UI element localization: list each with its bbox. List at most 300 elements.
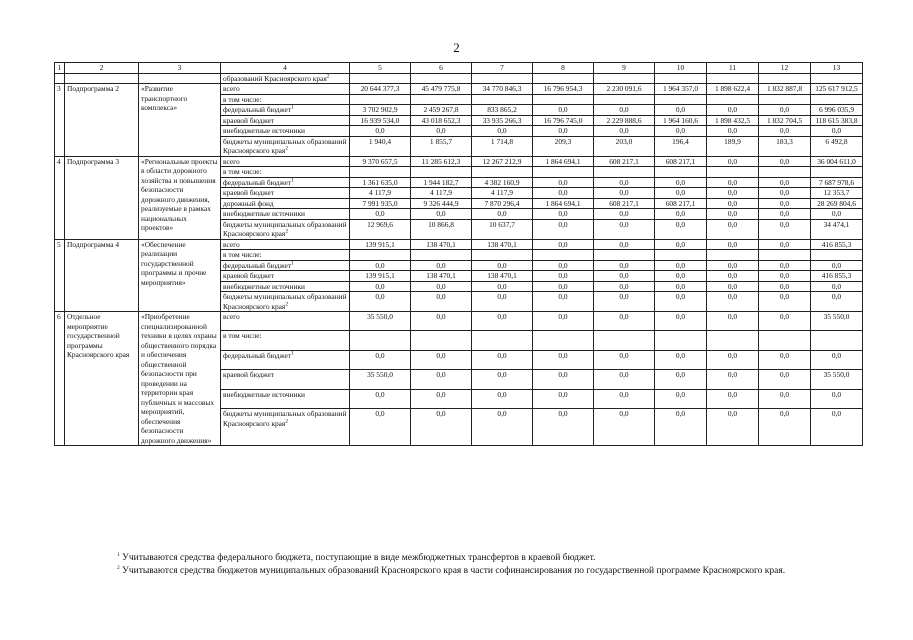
value-cell: 6 996 035,9 — [811, 105, 863, 116]
funding-source-text: в том числе: — [223, 331, 262, 341]
blank-cell — [65, 73, 139, 84]
value-cell: 0,0 — [472, 409, 533, 446]
value-cell: 0,0 — [594, 281, 655, 292]
value-cell — [594, 331, 655, 350]
funding-source-text: федеральный бюджет — [223, 260, 292, 270]
funding-source-cell — [221, 105, 350, 116]
value-cell: 833 865,2 — [472, 105, 533, 116]
funding-source-cell — [221, 84, 350, 95]
value-cell: 0,0 — [533, 239, 594, 250]
value-cell: 139 915,1 — [350, 271, 411, 282]
funding-source-cell — [221, 188, 350, 199]
header-cell: 11 — [707, 63, 759, 74]
value-cell: 0,0 — [655, 209, 707, 220]
value-cell — [472, 331, 533, 350]
value-cell — [707, 167, 759, 178]
value-cell: 416 855,3 — [811, 239, 863, 250]
value-cell: 0,0 — [533, 350, 594, 369]
budget-table — [54, 62, 863, 446]
value-cell — [472, 167, 533, 178]
funding-source-text: бюджеты муниципальных образований Красноярского края — [223, 136, 347, 155]
funding-source-cell — [221, 219, 350, 239]
value-cell: 0,0 — [594, 292, 655, 312]
value-cell: 7 687 978,6 — [811, 177, 863, 188]
value-cell: 0,0 — [472, 312, 533, 331]
value-cell — [655, 250, 707, 261]
header-cell: 1 — [55, 63, 65, 74]
table-header-row — [55, 63, 863, 74]
value-cell: 0,0 — [594, 389, 655, 408]
funding-source-cell — [221, 409, 350, 446]
funding-source-cell — [221, 177, 350, 188]
header-cell: 12 — [759, 63, 811, 74]
value-cell: 0,0 — [655, 271, 707, 282]
header-cell: 3 — [139, 63, 221, 74]
value-cell: 20 644 377,3 — [350, 84, 411, 95]
value-cell: 0,0 — [350, 292, 411, 312]
value-cell: 118 615 383,8 — [811, 115, 863, 126]
value-cell: 0,0 — [655, 389, 707, 408]
funding-source-cell — [221, 350, 350, 369]
page-number: 2 — [453, 40, 460, 55]
value-cell: 0,0 — [594, 350, 655, 369]
program-name-cell: «Развитие транспортного комплекса» — [139, 84, 221, 157]
value-cell: 608 217,1 — [655, 156, 707, 167]
value-cell: 0,0 — [594, 126, 655, 137]
value-cell — [811, 73, 863, 84]
value-cell: 0,0 — [655, 260, 707, 271]
value-cell — [411, 331, 472, 350]
value-cell: 138 470,1 — [411, 239, 472, 250]
footnotes — [80, 552, 870, 578]
value-cell — [811, 94, 863, 105]
header-cell: 13 — [811, 63, 863, 74]
value-cell: 1 361 635,0 — [350, 177, 411, 188]
footnote-ref: 2 — [285, 301, 289, 308]
value-cell: 0,0 — [533, 389, 594, 408]
value-cell: 0,0 — [594, 271, 655, 282]
funding-source-text: всего — [223, 84, 240, 93]
value-cell: 0,0 — [411, 126, 472, 137]
value-cell: 0,0 — [655, 292, 707, 312]
value-cell: 33 935 266,3 — [472, 115, 533, 126]
value-cell — [594, 250, 655, 261]
funding-source-text: краевой бюджет — [223, 188, 274, 197]
value-cell — [350, 250, 411, 261]
value-cell: 36 004 611,0 — [811, 156, 863, 167]
value-cell: 28 269 804,6 — [811, 198, 863, 209]
value-cell: 0,0 — [811, 281, 863, 292]
value-cell: 0,0 — [707, 177, 759, 188]
value-cell: 0,0 — [707, 292, 759, 312]
value-cell — [707, 331, 759, 350]
funding-source-cell — [221, 126, 350, 137]
value-cell: 0,0 — [655, 370, 707, 389]
funding-source-text: всего — [223, 239, 240, 249]
value-cell — [655, 331, 707, 350]
value-cell: 608 217,1 — [594, 198, 655, 209]
value-cell: 0,0 — [472, 370, 533, 389]
program-cell: Подпрограмма 2 — [65, 84, 139, 157]
funding-source-cell — [221, 167, 350, 178]
value-cell: 0,0 — [533, 188, 594, 199]
value-cell: 0,0 — [759, 409, 811, 446]
funding-source-text: краевой бюджет — [223, 115, 274, 125]
value-cell: 0,0 — [707, 271, 759, 282]
value-cell — [811, 331, 863, 350]
value-cell: 0,0 — [759, 370, 811, 389]
value-cell: 2 229 888,6 — [594, 115, 655, 126]
value-cell: 196,4 — [655, 136, 707, 156]
value-cell: 0,0 — [594, 370, 655, 389]
value-cell: 0,0 — [655, 350, 707, 369]
continuation-row — [55, 73, 863, 84]
value-cell: 1 714,8 — [472, 136, 533, 156]
program-cell: Подпрограмма 4 — [65, 239, 139, 312]
value-cell: 0,0 — [594, 188, 655, 199]
value-cell: 0,0 — [655, 126, 707, 137]
value-cell: 0,0 — [350, 350, 411, 369]
value-cell: 1 964 160,6 — [655, 115, 707, 126]
value-cell — [350, 94, 411, 105]
blank-cell — [139, 73, 221, 84]
value-cell: 0,0 — [533, 281, 594, 292]
blank-cell — [55, 73, 65, 84]
value-cell: 0,0 — [411, 292, 472, 312]
value-cell: 0,0 — [411, 209, 472, 220]
value-cell: 9 370 657,5 — [350, 156, 411, 167]
value-cell: 0,0 — [707, 312, 759, 331]
value-cell: 0,0 — [472, 389, 533, 408]
value-cell: 0,0 — [594, 219, 655, 239]
value-cell: 1 898 622,4 — [707, 84, 759, 95]
value-cell — [411, 73, 472, 84]
value-cell: 16 796 745,0 — [533, 115, 594, 126]
value-cell: 0,0 — [350, 126, 411, 137]
value-cell: 0,0 — [472, 209, 533, 220]
value-cell: 0,0 — [472, 281, 533, 292]
value-cell: 139 915,1 — [350, 239, 411, 250]
value-cell: 16 939 534,0 — [350, 115, 411, 126]
value-cell: 0,0 — [759, 312, 811, 331]
row-number-cell: 5 — [55, 239, 65, 312]
value-cell: 1 864 694,1 — [533, 156, 594, 167]
value-cell: 43 018 652,3 — [411, 115, 472, 126]
footnote-ref: 1 — [291, 260, 294, 267]
value-cell: 0,0 — [411, 312, 472, 331]
header-cell: 10 — [655, 63, 707, 74]
header-cell: 6 — [411, 63, 472, 74]
value-cell: 4 117,9 — [411, 188, 472, 199]
value-cell: 0,0 — [707, 105, 759, 116]
value-cell — [411, 250, 472, 261]
table-body — [55, 63, 863, 446]
value-cell: 0,0 — [707, 188, 759, 199]
value-cell: 9 326 444,9 — [411, 198, 472, 209]
funding-source-text: всего — [223, 312, 240, 321]
value-cell — [533, 250, 594, 261]
value-cell: 0,0 — [707, 126, 759, 137]
value-cell: 12 969,6 — [350, 219, 411, 239]
value-cell: 10 866,8 — [411, 219, 472, 239]
value-cell — [655, 94, 707, 105]
header-cell: 9 — [594, 63, 655, 74]
value-cell: 0,0 — [707, 370, 759, 389]
value-cell: 0,0 — [533, 219, 594, 239]
program-cell: Отдельное мероприятие государственной программы Красноярского края — [65, 312, 139, 446]
funding-source-cell — [221, 239, 350, 250]
value-cell: 0,0 — [759, 198, 811, 209]
funding-source-text: в том числе: — [223, 250, 262, 259]
value-cell: 189,9 — [707, 136, 759, 156]
value-cell: 0,0 — [759, 219, 811, 239]
funding-source-cell — [221, 370, 350, 389]
header-cell: 4 — [221, 63, 350, 74]
table-row — [55, 239, 863, 250]
value-cell: 0,0 — [759, 260, 811, 271]
value-cell — [594, 73, 655, 84]
value-cell: 0,0 — [411, 370, 472, 389]
value-cell — [594, 94, 655, 105]
funding-source-text: дорожный фонд — [223, 198, 274, 208]
value-cell — [655, 167, 707, 178]
value-cell: 0,0 — [472, 126, 533, 137]
value-cell: 0,0 — [533, 370, 594, 389]
funding-source-text: федеральный бюджет — [223, 177, 292, 187]
value-cell — [533, 94, 594, 105]
value-cell: 138 470,1 — [472, 239, 533, 250]
value-cell: 3 702 902,9 — [350, 105, 411, 116]
funding-source-cell — [221, 94, 350, 105]
footnote-ref: 2 — [285, 418, 289, 425]
row-number-cell: 4 — [55, 156, 65, 239]
value-cell: 0,0 — [811, 260, 863, 271]
value-cell: 0,0 — [707, 198, 759, 209]
value-cell: 0,0 — [655, 219, 707, 239]
value-cell: 10 637,7 — [472, 219, 533, 239]
funding-source-text: внебюджетные источники — [223, 126, 306, 135]
value-cell: 0,0 — [707, 239, 759, 250]
funding-source-cell — [221, 281, 350, 292]
value-cell: 1 940,4 — [350, 136, 411, 156]
value-cell: 0,0 — [707, 156, 759, 167]
funding-source-cell — [221, 198, 350, 209]
value-cell — [472, 250, 533, 261]
value-cell: 4 117,9 — [350, 188, 411, 199]
footnote-ref: 1 — [291, 177, 294, 184]
value-cell — [811, 250, 863, 261]
value-cell: 0,0 — [533, 177, 594, 188]
footnote-ref: 1 — [291, 104, 294, 111]
value-cell: 0,0 — [533, 409, 594, 446]
table-row — [55, 156, 863, 167]
value-cell: 0,0 — [707, 209, 759, 220]
value-cell: 0,0 — [594, 209, 655, 220]
header-cell: 8 — [533, 63, 594, 74]
value-cell: 0,0 — [594, 105, 655, 116]
footnote-1-text: Учитываются средства федерального бюджета, поступающие в виде межбюджетных трансфертов в краевой бюджет. — [122, 553, 596, 563]
value-cell: 0,0 — [655, 239, 707, 250]
value-cell: 16 796 954,3 — [533, 84, 594, 95]
value-cell — [350, 331, 411, 350]
value-cell: 4 382 160,9 — [472, 177, 533, 188]
header-cell: 7 — [472, 63, 533, 74]
footnote-1-mark: 1 — [117, 551, 120, 558]
value-cell — [759, 331, 811, 350]
value-cell: 0,0 — [533, 292, 594, 312]
value-cell: 0,0 — [472, 292, 533, 312]
value-cell: 0,0 — [655, 105, 707, 116]
value-cell: 0,0 — [759, 126, 811, 137]
value-cell: 0,0 — [707, 260, 759, 271]
funding-source-cell — [221, 209, 350, 220]
funding-source-text: внебюджетные источники — [223, 281, 306, 291]
value-cell: 0,0 — [533, 271, 594, 282]
value-cell: 34 770 846,3 — [472, 84, 533, 95]
value-cell: 608 217,1 — [655, 198, 707, 209]
funding-source-cell — [221, 260, 350, 271]
value-cell — [811, 167, 863, 178]
value-cell: 0,0 — [707, 350, 759, 369]
funding-source-text: бюджеты муниципальных образований Красноярского края — [223, 409, 347, 428]
value-cell: 209,3 — [533, 136, 594, 156]
footnote-1 — [80, 552, 870, 565]
value-cell — [533, 331, 594, 350]
funding-source-cell — [221, 156, 350, 167]
value-cell: 12 267 212,9 — [472, 156, 533, 167]
funding-source-cell — [221, 389, 350, 408]
value-cell: 183,3 — [759, 136, 811, 156]
funding-source-cell — [221, 292, 350, 312]
value-cell: 0,0 — [707, 409, 759, 446]
value-cell: 0,0 — [655, 177, 707, 188]
value-cell: 0,0 — [811, 126, 863, 137]
value-cell: 0,0 — [533, 209, 594, 220]
funding-source-text: краевой бюджет — [223, 370, 274, 380]
funding-source-cell — [221, 312, 350, 331]
funding-source-cell — [221, 271, 350, 282]
value-cell: 0,0 — [707, 389, 759, 408]
value-cell — [533, 167, 594, 178]
value-cell: 0,0 — [811, 209, 863, 220]
header-cell: 5 — [350, 63, 411, 74]
value-cell: 0,0 — [411, 389, 472, 408]
value-cell: 608 217,1 — [594, 156, 655, 167]
header-cell: 2 — [65, 63, 139, 74]
value-cell: 35 550,0 — [811, 370, 863, 389]
funding-source-text: образований Красноярского края — [223, 73, 327, 83]
value-cell: 0,0 — [533, 105, 594, 116]
value-cell: 0,0 — [759, 350, 811, 369]
value-cell: 0,0 — [411, 350, 472, 369]
value-cell: 2 230 091,6 — [594, 84, 655, 95]
table-row — [55, 84, 863, 95]
value-cell: 4 117,9 — [472, 188, 533, 199]
value-cell: 0,0 — [759, 105, 811, 116]
value-cell: 0,0 — [594, 409, 655, 446]
funding-source-cell — [221, 115, 350, 126]
footnote-2 — [80, 565, 870, 578]
value-cell — [655, 73, 707, 84]
value-cell: 416 855,3 — [811, 271, 863, 282]
value-cell — [707, 94, 759, 105]
value-cell: 0,0 — [594, 312, 655, 331]
value-cell: 0,0 — [707, 281, 759, 292]
value-cell: 0,0 — [759, 209, 811, 220]
footnote-2-text: Учитываются средства бюджетов муниципальных образований Красноярского края в части софинансирования по государственной программе Красноярского края. — [122, 566, 786, 576]
footnote-ref: 2 — [326, 73, 330, 80]
value-cell: 0,0 — [707, 219, 759, 239]
value-cell: 125 617 912,5 — [811, 84, 863, 95]
footnote-ref: 2 — [285, 145, 289, 152]
value-cell: 0,0 — [594, 260, 655, 271]
value-cell: 0,0 — [472, 350, 533, 369]
value-cell: 1 855,7 — [411, 136, 472, 156]
funding-source-text: бюджеты муниципальных образований Красноярского края — [223, 292, 347, 311]
funding-source-cell — [221, 73, 350, 84]
value-cell: 0,0 — [655, 188, 707, 199]
funding-source-text: внебюджетные источники — [223, 209, 306, 218]
value-cell: 0,0 — [759, 239, 811, 250]
value-cell: 0,0 — [759, 292, 811, 312]
value-cell — [707, 73, 759, 84]
funding-source-text: федеральный бюджет — [223, 350, 292, 360]
value-cell — [350, 73, 411, 84]
value-cell: 0,0 — [811, 409, 863, 446]
value-cell — [411, 167, 472, 178]
funding-source-text: бюджеты муниципальных образований Красноярского края — [223, 219, 347, 238]
value-cell: 0,0 — [759, 281, 811, 292]
value-cell: 1 864 694,1 — [533, 198, 594, 209]
value-cell — [533, 73, 594, 84]
value-cell — [594, 167, 655, 178]
program-name-cell: «Региональные проекты в области дорожного хозяйства и повышения безопасности дорожного движения, реализуемые в рамках национальных проектов» — [139, 156, 221, 239]
funding-source-cell — [221, 136, 350, 156]
value-cell: 0,0 — [350, 389, 411, 408]
value-cell: 0,0 — [655, 281, 707, 292]
value-cell: 0,0 — [759, 389, 811, 408]
value-cell: 138 470,1 — [411, 271, 472, 282]
funding-source-text: внебюджетные источники — [223, 389, 306, 399]
value-cell — [472, 94, 533, 105]
value-cell: 2 459 267,8 — [411, 105, 472, 116]
value-cell: 0,0 — [411, 409, 472, 446]
funding-source-cell — [221, 250, 350, 261]
value-cell: 0,0 — [411, 281, 472, 292]
funding-source-text: краевой бюджет — [223, 271, 274, 280]
value-cell: 6 492,8 — [811, 136, 863, 156]
value-cell — [759, 94, 811, 105]
value-cell: 35 550,0 — [811, 312, 863, 331]
funding-source-cell — [221, 331, 350, 350]
value-cell: 138 470,1 — [472, 271, 533, 282]
value-cell: 0,0 — [350, 281, 411, 292]
value-cell: 12 353,7 — [811, 188, 863, 199]
value-cell — [411, 94, 472, 105]
value-cell — [759, 250, 811, 261]
value-cell: 0,0 — [411, 260, 472, 271]
value-cell: 0,0 — [472, 260, 533, 271]
value-cell — [350, 167, 411, 178]
value-cell — [759, 73, 811, 84]
value-cell — [707, 250, 759, 261]
footnote-ref: 2 — [285, 228, 289, 235]
value-cell: 7 870 296,4 — [472, 198, 533, 209]
value-cell: 11 285 612,3 — [411, 156, 472, 167]
value-cell: 0,0 — [759, 177, 811, 188]
value-cell — [472, 73, 533, 84]
funding-source-text: в том числе: — [223, 94, 262, 104]
